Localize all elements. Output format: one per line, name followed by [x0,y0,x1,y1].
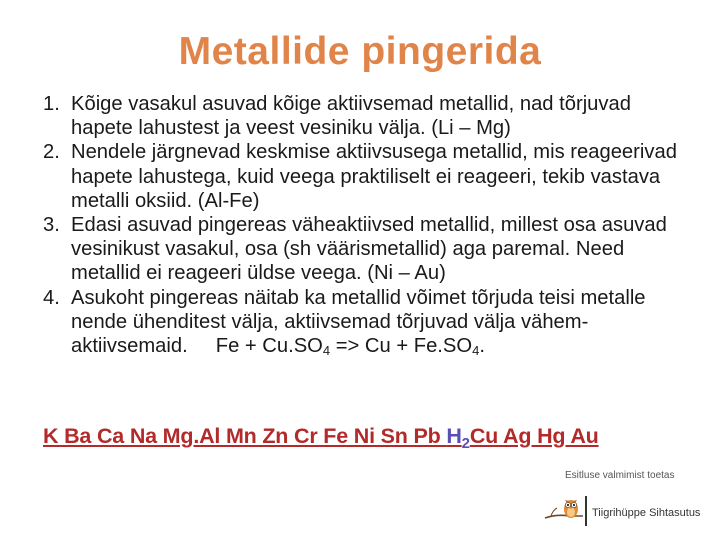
equation-subscript: 4 [472,343,480,359]
reaction-equation [216,335,485,357]
support-label: Esitluse valmimist toetas [565,470,675,481]
list-item [43,286,683,359]
equation-part: => Cu + Fe.SO [330,335,473,358]
hydrogen-letter: H [446,424,462,448]
list-item-number: 4. [43,286,60,309]
equation-part: Fe + Cu.SO [215,335,323,358]
numbered-list [43,92,683,358]
equation-end: . [479,335,485,358]
list-item-number: 1. [43,93,60,115]
list-item-body: Asukoht pingereas näitab ka metallid võimet tõrjuda teisi metalle nende ühenditest välja, aktiivsemad tõrjuvad välja vähem-aktiivsemaid. [71,286,646,358]
list-item [43,213,683,286]
list-item-text: Edasi asuvad pingereas väheaktiivsed metallid, millest osa asuvad vesinikust vasakul, osa (sh väärismetallid) aga paremal. Need metallid ei reageeri üldse veega. (Ni – Au) [71,214,667,285]
list-item-number: 3. [43,214,60,237]
list-item-text [71,286,683,359]
logo-text: Tiigrihüppe Sihtasutus [592,507,701,519]
activity-series [43,424,683,452]
hydrogen-symbol [446,424,470,452]
list-item-number: 2. [43,141,60,164]
hydrogen-subscript: 2 [461,435,470,452]
list-item-text: Nendele järgnevad keskmise aktiivsusega metallid, mis reageerivad hapete lahustega, kuid veega praktiliselt ei reageeri, tekib vastava metalli oksiid. (Al-Fe) [71,141,677,212]
slide-title: Metallide pingerida [178,30,542,73]
activity-series-left: K Ba Ca Na Mg.Al Mn Zn Cr Fe Ni Sn Pb [43,424,447,448]
list-item [43,140,683,213]
list-item-text: Kõige vasakul asuvad kõige aktiivsemad metallid, nad tõrjuvad hapete lahustest ja veest vesiniku välja. (Li – Mg) [71,93,631,140]
equation-subscript: 4 [322,343,331,359]
list-item [43,92,683,140]
activity-series-right: Cu Ag Hg Au [469,424,599,448]
